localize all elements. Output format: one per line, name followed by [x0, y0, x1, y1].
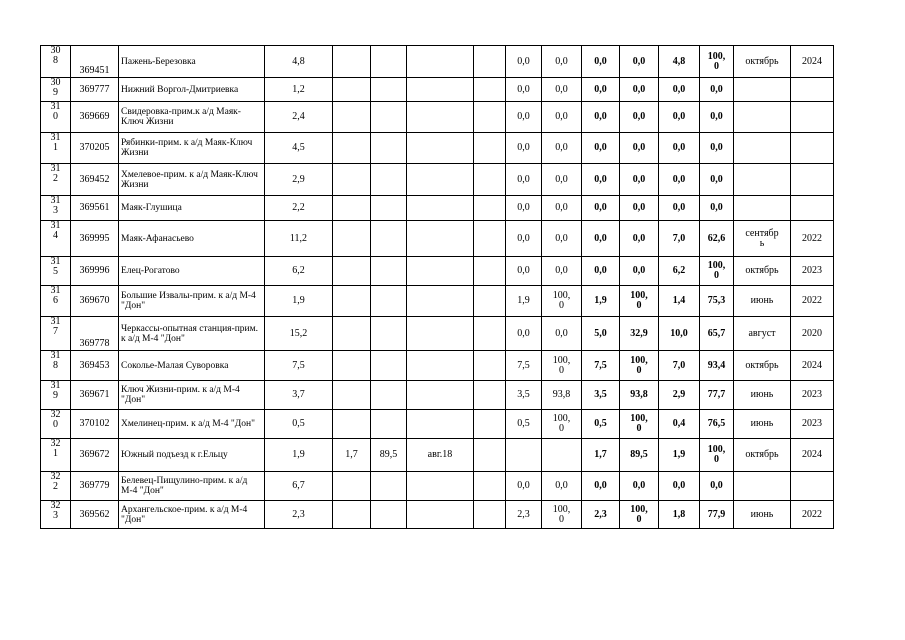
col-year: 2024	[791, 351, 834, 381]
road-length: 1,2	[265, 78, 333, 102]
col-b	[371, 472, 407, 501]
row-number: 31 0	[41, 102, 71, 133]
col-h: 0,0	[620, 78, 659, 102]
col-h: 100, 0	[620, 501, 659, 529]
row-number: 31 9	[41, 381, 71, 410]
col-i: 1,8	[659, 501, 700, 529]
road-length: 6,7	[265, 472, 333, 501]
col-g: 5,0	[582, 317, 620, 351]
road-name: Южный подъезд к г.Ельцу	[119, 439, 265, 472]
road-length: 2,2	[265, 196, 333, 221]
col-e: 0,0	[506, 164, 542, 196]
col-g: 0,0	[582, 133, 620, 164]
col-j: 77,7	[700, 381, 734, 410]
col-i: 7,0	[659, 221, 700, 257]
col-h: 0,0	[620, 257, 659, 286]
col-j: 65,7	[700, 317, 734, 351]
table-row	[41, 410, 834, 439]
col-d	[474, 196, 506, 221]
col-d	[474, 381, 506, 410]
col-g: 0,0	[582, 102, 620, 133]
road-length: 4,8	[265, 46, 333, 78]
col-b	[371, 102, 407, 133]
col-f: 0,0	[542, 472, 582, 501]
col-j: 100, 0	[700, 439, 734, 472]
table-row	[41, 381, 834, 410]
col-year: 2022	[791, 501, 834, 529]
road-code: 369451	[71, 46, 119, 78]
col-f: 100, 0	[542, 351, 582, 381]
row-number: 32 0	[41, 410, 71, 439]
col-c	[407, 102, 474, 133]
col-a: 1,7	[333, 439, 371, 472]
col-e: 0,5	[506, 410, 542, 439]
table-row	[41, 317, 834, 351]
road-name: Рябинки-прим. к а/д Маяк-Ключ Жизни	[119, 133, 265, 164]
col-month	[734, 133, 791, 164]
col-j: 75,3	[700, 286, 734, 317]
col-month	[734, 472, 791, 501]
road-length: 7,5	[265, 351, 333, 381]
road-code: 369452	[71, 164, 119, 196]
col-e: 0,0	[506, 102, 542, 133]
col-c: авг.18	[407, 439, 474, 472]
road-code: 369996	[71, 257, 119, 286]
col-a	[333, 381, 371, 410]
col-f: 0,0	[542, 164, 582, 196]
col-d	[474, 439, 506, 472]
col-i: 4,8	[659, 46, 700, 78]
road-length: 3,7	[265, 381, 333, 410]
col-j: 0,0	[700, 133, 734, 164]
col-h: 32,9	[620, 317, 659, 351]
col-month: сентябр ь	[734, 221, 791, 257]
road-code: 369672	[71, 439, 119, 472]
road-length: 0,5	[265, 410, 333, 439]
table-row	[41, 102, 834, 133]
col-d	[474, 286, 506, 317]
col-a	[333, 257, 371, 286]
road-code: 369669	[71, 102, 119, 133]
col-h: 100, 0	[620, 286, 659, 317]
road-name: Большие Извалы-прим. к а/д М-4 "Дон"	[119, 286, 265, 317]
road-code: 369995	[71, 221, 119, 257]
col-i: 0,4	[659, 410, 700, 439]
table-row	[41, 196, 834, 221]
col-f: 93,8	[542, 381, 582, 410]
col-d	[474, 164, 506, 196]
col-year	[791, 102, 834, 133]
row-number: 31 5	[41, 257, 71, 286]
col-month: октябрь	[734, 439, 791, 472]
col-e: 7,5	[506, 351, 542, 381]
col-i: 0,0	[659, 78, 700, 102]
col-d	[474, 410, 506, 439]
col-h: 0,0	[620, 196, 659, 221]
table-row	[41, 472, 834, 501]
row-number: 31 2	[41, 164, 71, 196]
col-j: 93,4	[700, 351, 734, 381]
col-b	[371, 196, 407, 221]
document-page	[40, 45, 834, 529]
road-code: 370205	[71, 133, 119, 164]
road-name: Нижний Воргол-Дмитриевка	[119, 78, 265, 102]
col-b	[371, 381, 407, 410]
road-code: 369778	[71, 317, 119, 351]
col-i: 1,9	[659, 439, 700, 472]
road-name: Елец-Рогатово	[119, 257, 265, 286]
col-g: 3,5	[582, 381, 620, 410]
col-d	[474, 257, 506, 286]
col-d	[474, 102, 506, 133]
col-c	[407, 351, 474, 381]
col-year: 2020	[791, 317, 834, 351]
roads-table	[40, 45, 834, 529]
col-e: 0,0	[506, 257, 542, 286]
road-name: Белевец-Пищулино-прим. к а/д М-4 "Дон"	[119, 472, 265, 501]
col-g: 0,0	[582, 46, 620, 78]
col-i: 0,0	[659, 472, 700, 501]
col-a	[333, 317, 371, 351]
col-h: 93,8	[620, 381, 659, 410]
col-b	[371, 164, 407, 196]
col-b	[371, 133, 407, 164]
table-row	[41, 164, 834, 196]
col-f: 100, 0	[542, 410, 582, 439]
col-e: 2,3	[506, 501, 542, 529]
col-d	[474, 133, 506, 164]
road-name: Хмелинец-прим. к а/д М-4 "Дон"	[119, 410, 265, 439]
col-i: 1,4	[659, 286, 700, 317]
road-code: 369671	[71, 381, 119, 410]
col-year: 2022	[791, 286, 834, 317]
col-i: 0,0	[659, 196, 700, 221]
col-g: 1,7	[582, 439, 620, 472]
col-f: 0,0	[542, 46, 582, 78]
col-e: 0,0	[506, 317, 542, 351]
col-a	[333, 501, 371, 529]
col-a	[333, 221, 371, 257]
col-g: 0,0	[582, 78, 620, 102]
col-i: 2,9	[659, 381, 700, 410]
road-name: Ключ Жизни-прим. к а/д М-4 "Дон"	[119, 381, 265, 410]
col-h: 0,0	[620, 221, 659, 257]
road-code: 369779	[71, 472, 119, 501]
row-number: 32 3	[41, 501, 71, 529]
col-month: октябрь	[734, 257, 791, 286]
col-j: 0,0	[700, 164, 734, 196]
col-f: 0,0	[542, 102, 582, 133]
col-g: 1,9	[582, 286, 620, 317]
col-d	[474, 78, 506, 102]
col-month: октябрь	[734, 351, 791, 381]
col-b	[371, 78, 407, 102]
col-c	[407, 257, 474, 286]
col-j: 62,6	[700, 221, 734, 257]
col-b: 89,5	[371, 439, 407, 472]
table-row	[41, 257, 834, 286]
col-year: 2022	[791, 221, 834, 257]
col-b	[371, 351, 407, 381]
road-name: Хмелевое-прим. к а/д Маяк-Ключ Жизни	[119, 164, 265, 196]
col-month: июнь	[734, 286, 791, 317]
road-length: 2,9	[265, 164, 333, 196]
road-code: 369453	[71, 351, 119, 381]
table-row	[41, 78, 834, 102]
row-number: 31 7	[41, 317, 71, 351]
row-number: 32 1	[41, 439, 71, 472]
col-e: 1,9	[506, 286, 542, 317]
col-g: 0,5	[582, 410, 620, 439]
col-h: 100, 0	[620, 410, 659, 439]
road-name: Архангельское-прим. к а/д М-4 "Дон"	[119, 501, 265, 529]
col-f: 0,0	[542, 133, 582, 164]
col-f: 0,0	[542, 221, 582, 257]
col-year	[791, 164, 834, 196]
col-a	[333, 472, 371, 501]
table-row	[41, 351, 834, 381]
road-length: 4,5	[265, 133, 333, 164]
col-i: 6,2	[659, 257, 700, 286]
road-code: 369562	[71, 501, 119, 529]
row-number: 30 8	[41, 46, 71, 78]
col-j: 76,5	[700, 410, 734, 439]
col-h: 0,0	[620, 46, 659, 78]
col-e: 0,0	[506, 78, 542, 102]
col-year: 2023	[791, 410, 834, 439]
col-year: 2023	[791, 381, 834, 410]
table-body	[41, 46, 834, 529]
col-c	[407, 46, 474, 78]
row-number: 32 2	[41, 472, 71, 501]
col-f	[542, 439, 582, 472]
col-a	[333, 286, 371, 317]
col-j: 0,0	[700, 472, 734, 501]
road-name: Соколье-Малая Суворовка	[119, 351, 265, 381]
col-a	[333, 164, 371, 196]
col-d	[474, 46, 506, 78]
col-d	[474, 351, 506, 381]
col-year: 2023	[791, 257, 834, 286]
col-a	[333, 410, 371, 439]
col-j: 0,0	[700, 78, 734, 102]
col-c	[407, 501, 474, 529]
col-year	[791, 133, 834, 164]
col-month	[734, 78, 791, 102]
col-a	[333, 133, 371, 164]
col-h: 89,5	[620, 439, 659, 472]
row-number: 31 8	[41, 351, 71, 381]
col-j: 100, 0	[700, 46, 734, 78]
col-e: 3,5	[506, 381, 542, 410]
col-i: 0,0	[659, 164, 700, 196]
col-j: 77,9	[700, 501, 734, 529]
table-row	[41, 221, 834, 257]
col-c	[407, 286, 474, 317]
col-d	[474, 221, 506, 257]
col-h: 0,0	[620, 164, 659, 196]
col-g: 0,0	[582, 196, 620, 221]
road-code: 369777	[71, 78, 119, 102]
col-h: 100, 0	[620, 351, 659, 381]
col-c	[407, 381, 474, 410]
col-c	[407, 164, 474, 196]
row-number: 31 3	[41, 196, 71, 221]
col-f: 0,0	[542, 317, 582, 351]
road-name: Маяк-Глушица	[119, 196, 265, 221]
col-h: 0,0	[620, 133, 659, 164]
col-c	[407, 133, 474, 164]
road-code: 369670	[71, 286, 119, 317]
col-f: 100, 0	[542, 286, 582, 317]
col-b	[371, 317, 407, 351]
col-year	[791, 196, 834, 221]
col-b	[371, 257, 407, 286]
col-i: 7,0	[659, 351, 700, 381]
col-c	[407, 196, 474, 221]
col-month: июнь	[734, 410, 791, 439]
col-month	[734, 196, 791, 221]
col-g: 0,0	[582, 164, 620, 196]
col-f: 100, 0	[542, 501, 582, 529]
table-row	[41, 439, 834, 472]
road-length: 11,2	[265, 221, 333, 257]
col-month: октябрь	[734, 46, 791, 78]
col-c	[407, 317, 474, 351]
col-b	[371, 410, 407, 439]
col-h: 0,0	[620, 102, 659, 133]
col-e	[506, 439, 542, 472]
col-j: 0,0	[700, 102, 734, 133]
col-g: 0,0	[582, 257, 620, 286]
col-c	[407, 410, 474, 439]
col-d	[474, 501, 506, 529]
col-b	[371, 501, 407, 529]
road-length: 2,3	[265, 501, 333, 529]
col-year	[791, 472, 834, 501]
col-c	[407, 78, 474, 102]
road-length: 15,2	[265, 317, 333, 351]
road-length: 6,2	[265, 257, 333, 286]
col-f: 0,0	[542, 196, 582, 221]
col-e: 0,0	[506, 46, 542, 78]
road-name: Свидеровка-прим.к а/д Маяк-Ключ Жизни	[119, 102, 265, 133]
table-row	[41, 286, 834, 317]
col-i: 10,0	[659, 317, 700, 351]
row-number: 30 9	[41, 78, 71, 102]
col-f: 0,0	[542, 78, 582, 102]
road-length: 1,9	[265, 439, 333, 472]
col-e: 0,0	[506, 196, 542, 221]
col-g: 2,3	[582, 501, 620, 529]
col-g: 0,0	[582, 221, 620, 257]
col-a	[333, 102, 371, 133]
col-e: 0,0	[506, 221, 542, 257]
col-year: 2024	[791, 439, 834, 472]
col-month: август	[734, 317, 791, 351]
col-b	[371, 221, 407, 257]
road-code: 369561	[71, 196, 119, 221]
col-a	[333, 351, 371, 381]
col-d	[474, 317, 506, 351]
road-name: Пажень-Березовка	[119, 46, 265, 78]
col-j: 100, 0	[700, 257, 734, 286]
col-i: 0,0	[659, 133, 700, 164]
col-b	[371, 46, 407, 78]
col-a	[333, 46, 371, 78]
road-code: 370102	[71, 410, 119, 439]
road-name: Черкассы-опытная станция-прим. к а/д М-4 "Дон"	[119, 317, 265, 351]
row-number: 31 4	[41, 221, 71, 257]
col-a	[333, 196, 371, 221]
col-f: 0,0	[542, 257, 582, 286]
row-number: 31 1	[41, 133, 71, 164]
table-row	[41, 46, 834, 78]
col-c	[407, 472, 474, 501]
col-j: 0,0	[700, 196, 734, 221]
col-d	[474, 472, 506, 501]
col-month	[734, 164, 791, 196]
col-c	[407, 221, 474, 257]
col-year	[791, 78, 834, 102]
col-b	[371, 286, 407, 317]
col-month: июнь	[734, 501, 791, 529]
col-g: 7,5	[582, 351, 620, 381]
table-row	[41, 501, 834, 529]
col-a	[333, 78, 371, 102]
road-length: 1,9	[265, 286, 333, 317]
road-length: 2,4	[265, 102, 333, 133]
col-i: 0,0	[659, 102, 700, 133]
col-h: 0,0	[620, 472, 659, 501]
col-e: 0,0	[506, 133, 542, 164]
row-number: 31 6	[41, 286, 71, 317]
col-g: 0,0	[582, 472, 620, 501]
col-e: 0,0	[506, 472, 542, 501]
road-name: Маяк-Афанасьево	[119, 221, 265, 257]
col-month: июнь	[734, 381, 791, 410]
table-row	[41, 133, 834, 164]
col-month	[734, 102, 791, 133]
col-year: 2024	[791, 46, 834, 78]
